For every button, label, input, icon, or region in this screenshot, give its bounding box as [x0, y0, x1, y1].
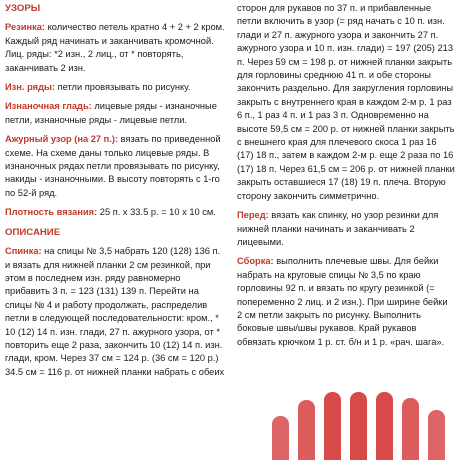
- watermark-bar: [298, 400, 315, 460]
- paragraph-rib: [5, 21, 225, 75]
- section-heading-description: ОПИСАНИЕ: [5, 226, 61, 238]
- watermark-bar: [272, 416, 289, 460]
- text-rib: количество петель кратно 4 + 2 + 2 кром. Каждый ряд начинать и заканчивать кромочной. Лиц. ряды: *2 изн., 2 лиц., от * повторять, заканчивать 2 изн.: [5, 22, 225, 73]
- text-assembly: выполнить плечевые швы. Для бейки набрать на круговые спицы № 3,5 по краю горловины 92 п. и вязать по кругу резинкой (= попеременно 2 лиц. и 2 изн.). При ширине бейки 2 см петли закрыть по рисунку. Выполнить боковые швы/швы рукавов. Край рукавов обвязать крючком 1 р. ст. б/н и 1 р. «рач. шага».: [237, 256, 448, 347]
- watermark-bar: [402, 398, 419, 460]
- text-front: вязать как спинку, но узор резинки для нижней планки начинать и заканчивать 2 лицевыми.: [237, 210, 439, 247]
- section-heading-patterns: УЗОРЫ: [5, 3, 41, 14]
- paragraph-density: [5, 206, 225, 219]
- watermark-logo: [254, 392, 460, 460]
- paragraph-reverse-stockinette: [5, 100, 225, 127]
- text-reverse-stockinette: лицевые ряды - изнаночные петли, изнаночные ряды - лицевые петли.: [5, 101, 217, 125]
- watermark-bar: [350, 392, 367, 460]
- paragraph-openwork: [5, 133, 225, 200]
- term-purl-rows: Изн. ряды:: [5, 82, 56, 93]
- term-density: Плотность вязания:: [5, 207, 98, 218]
- watermark-bar: [324, 392, 341, 460]
- text-back: на спицы № 3,5 набрать 120 (128) 136 п. и вязать для нижней планки 2 см резинкой, при этом в последнем изн. ряду равномерно прибавить 3 п. = 123 (131) 139 п. Перейти на спицы № 4 и работу продолжать, распределив петли в следующей последовательности: кром., * 10 (12) 14 п. изн. глади, 27 п. ажурного узора, от * повторить еще 2 раза, закончить 10 (12) 14 п. изн. глади, кром. Через 37 см = 124 р. (36 см = 120 р.) 34.5 см = 116 р. от нижней планки набрать с обеих: [5, 246, 225, 377]
- paragraph-purl-rows: [5, 81, 225, 94]
- text-openwork: вязать по приведенной схеме. На схеме даны только лицевые ряды. В изнаночных рядах петли провязывать по рисунку, накиды - изнаночными. В высоту повторять с 1-го по 52-й ряд.: [5, 134, 221, 198]
- paragraph-front: [237, 209, 455, 249]
- watermark-bar: [428, 410, 445, 460]
- paragraph-assembly: [237, 255, 455, 349]
- term-front: Перед:: [237, 210, 269, 221]
- right-column: [237, 2, 455, 349]
- paragraph-back: [5, 245, 225, 379]
- term-assembly: Сборка:: [237, 256, 274, 267]
- term-openwork: Ажурный узор (на 27 п.):: [5, 134, 119, 145]
- term-rib: Резинка:: [5, 22, 46, 33]
- text-density: 25 п. х 33.5 р. = 10 х 10 см.: [97, 207, 216, 218]
- term-reverse-stockinette: Изнаночная гладь:: [5, 101, 92, 112]
- term-back: Спинка:: [5, 246, 42, 257]
- paragraph-back-continued: сторон для рукавов по 37 п. и прибавленные петли включить в узор (= ряд начать с 10 п. изн. глади и 27 п. ажурного узора и закончить 27 п. ажурного узора и 10 п. изн. глади) = 197 (205) 213 п. Через 59 см = 198 р. от нижней планки закрыть для горловины среднюю 41 п. и обе стороны закончить раздельно. Для закругления горловины закрыть с внутреннего края в каждом 2-м р. 1 раз 6 п., 1 раз 4 п. и 1 раз 3 п. Одновременно на высоте 59,5 см = 200 р. от нижней планки закрыть с внешнего края для плечевого скоса 1 раз 16 (17) 18 п., затем в каждом 2-м р. еще 2 раза по 16 (17) 18 п. Через 61,5 см = 206 р. от нижней планки закрыть оставшиеся 17 (18) 19 п. плеча. Вторую сторону закончить симметрично.: [237, 3, 455, 201]
- left-column: [5, 2, 225, 379]
- text-purl-rows: петли провязывать по рисунку.: [55, 82, 191, 93]
- watermark-bar: [376, 392, 393, 460]
